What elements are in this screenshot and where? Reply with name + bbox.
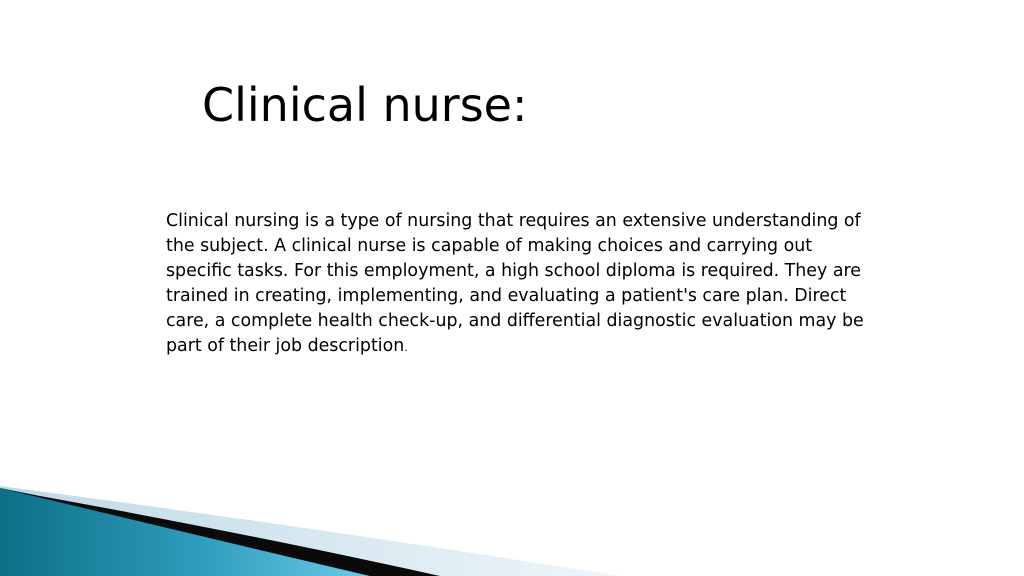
body-paragraph: Clinical nursing is a type of nursing that requires an extensive understanding of the subject. A clinical nurse is capable of making choices and carrying out specific tasks. For this employment, a high school diploma is required. They are trained in creating, implementing, and evaluating a patient's care plan. Direct care, a complete health check-up, and differential diagnostic evaluation may be part of their job description xyxy=(166,211,864,357)
slide-body-text xyxy=(166,209,878,361)
slide-title: Clinical nurse: xyxy=(202,78,528,132)
body-trailing-period: . xyxy=(404,341,408,355)
